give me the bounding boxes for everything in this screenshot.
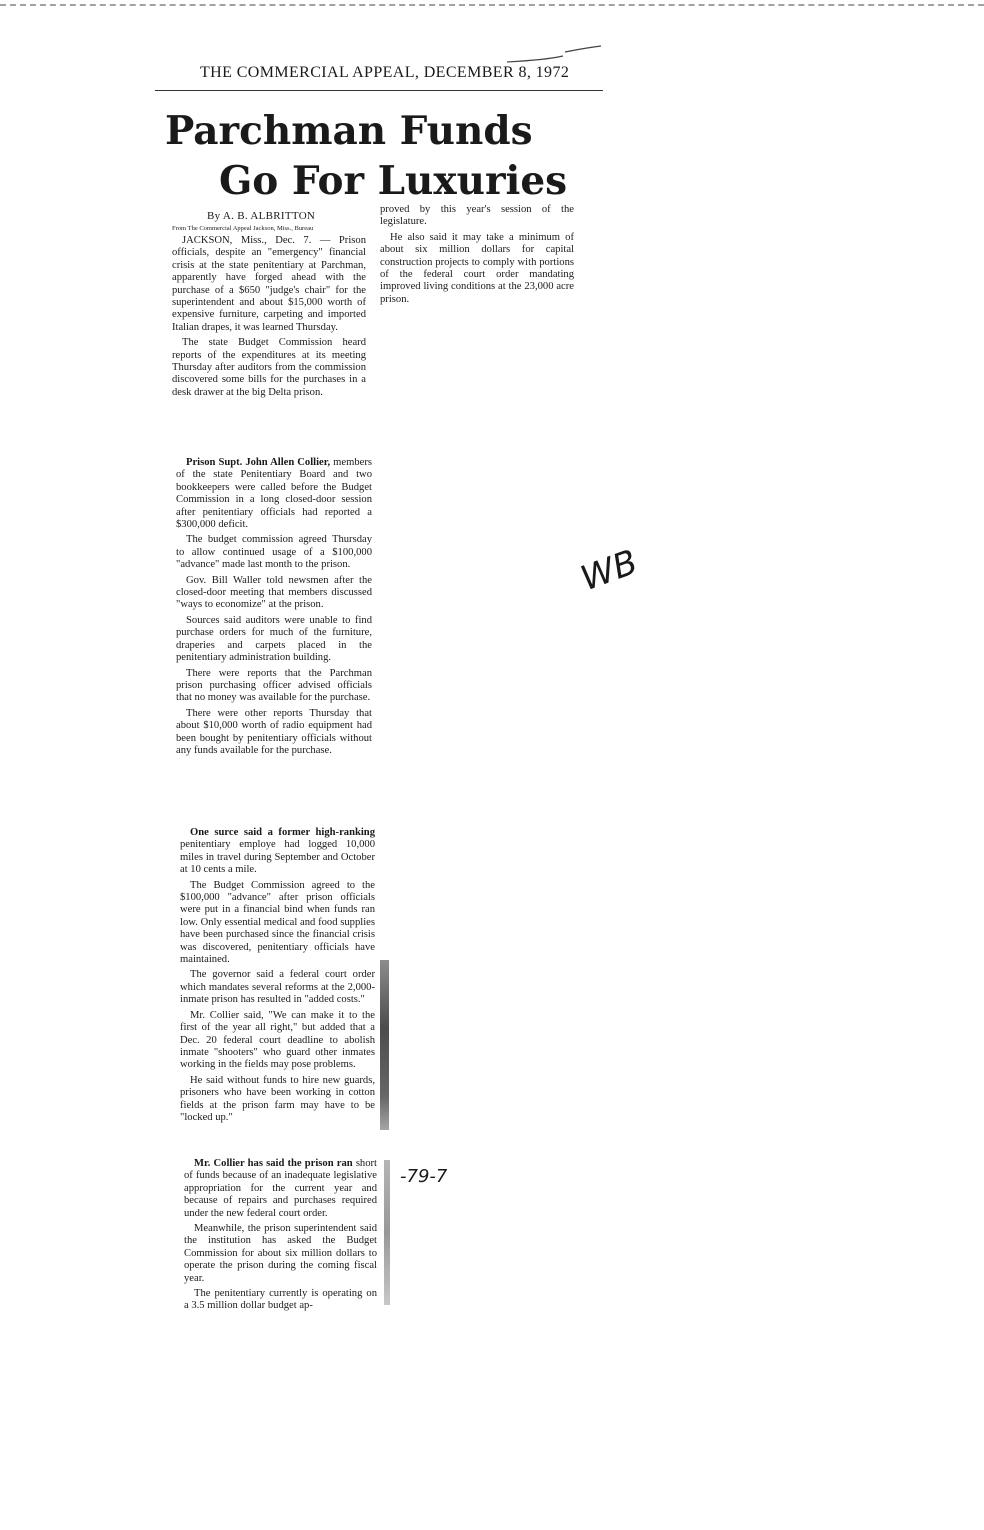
paragraph: Sources said auditors were unable to find purchase orders for much of the furniture, draperies and carpets placed in the penitentiary administration building. — [176, 614, 372, 664]
lead-in-bold: One surce said a former high-ranking — [190, 827, 375, 838]
article-column-1 — [172, 235, 366, 402]
paragraph-text: short of funds because of an inadequate legislative appropriation for the current year and because of repairs and purchases required under the new federal court order. — [184, 1158, 377, 1219]
article-column-4 — [180, 827, 375, 1127]
handwritten-initials: WB — [575, 542, 643, 600]
paragraph: JACKSON, Miss., Dec. 7. — Prison officials, despite an "emergency" financial crisis at the state penitentiary at Parchman, apparently have forged ahead with the purchase of a $650 "judge's chair" for the superintendent and about $15,000 worth of expensive furniture, carpeting and imported Italian drapes, it was learned Thursday. — [172, 235, 366, 333]
paragraph: The Budget Commission agreed to the $100,000 "advance" after prison officials were put in a financial bind when funds ran low. Only essential medical and food supplies have been purchased since the financial crisis was discovered, penitentiary officials have maintained. — [180, 879, 375, 966]
paragraph: The state Budget Commission heard reports of the expenditures at its meeting Thursday after auditors from the commission discovered some bills for the purchases in a desk drawer at the big Delta prison. — [172, 337, 366, 398]
masthead-rule — [155, 90, 603, 91]
paragraph: Mr. Collier said, "We can make it to the first of the year all right," but added that a Dec. 20 federal court deadline to abolish inmate "shooters" who guard other inmates working in the fields may pose problems. — [180, 1009, 375, 1071]
masthead: THE COMMERCIAL APPEAL, DECEMBER 8, 1972 — [200, 64, 570, 81]
headline-line-2: Go For Luxuries — [219, 158, 568, 204]
headline-line-1: Parchman Funds — [165, 108, 533, 154]
paragraph: There were other reports Thursday that about $10,000 worth of radio equipment had been bought by penitentiary officials without any funds available for the purchase. — [176, 707, 372, 756]
scan-top-edge — [0, 4, 984, 6]
paragraph-text: penitentiary employe had logged 10,000 miles in travel during September and October at 10 cents a mile. — [180, 839, 375, 876]
article-column-3 — [176, 457, 372, 760]
paragraph — [184, 1158, 377, 1220]
paragraph: The penitentiary currently is operating on a 3.5 million dollar budget ap- — [184, 1288, 377, 1312]
paragraph: There were reports that the Parchman prison purchasing officer advised officials that no money was available for the purchase. — [176, 667, 372, 704]
lead-in-bold: Mr. Collier has said the prison ran — [194, 1158, 353, 1169]
article-column-2 — [380, 204, 574, 309]
scan-shadow-edge — [384, 1160, 390, 1305]
paragraph: The budget commission agreed Thursday to allow continued usage of a $100,000 "advance" made last month to the prison. — [176, 534, 372, 571]
paragraph — [176, 457, 372, 531]
handwritten-file-number: -79-7 — [400, 1166, 448, 1187]
bureau-credit: From The Commercial Appeal Jackson, Miss., Bureau — [172, 225, 314, 232]
headline — [165, 106, 605, 206]
paragraph: proved by this year's session of the legislature. — [380, 204, 574, 228]
paragraph: He also said it may take a minimum of about six million dollars for capital construction projects to comply with portions of the federal court order mandating improved living conditions at the 23,000 acre prison. — [380, 231, 574, 305]
lead-in-bold: Prison Supt. John Allen Collier, — [186, 457, 331, 468]
paragraph: Meanwhile, the prison superintendent said the institution has asked the Budget Commission for about six million dollars to operate the prison during the coming fiscal year. — [184, 1223, 377, 1284]
byline: By A. B. ALBRITTON — [207, 210, 316, 222]
paragraph — [180, 827, 375, 877]
paragraph-text: members of the state Penitentiary Board and two bookkeepers were called before the Budget Commission in a long closed-door session after penitentiary officials had reported a $300,000 deficit. — [176, 457, 373, 531]
paragraph: The governor said a federal court order which mandates several reforms at the 2,000-inmate prison has resulted in "added costs." — [180, 969, 375, 1006]
scan-shadow-edge — [380, 960, 389, 1130]
paragraph: Gov. Bill Waller told newsmen after the closed-door meeting that members discussed "ways to economize" at the prison. — [176, 574, 372, 611]
paragraph: He said without funds to hire new guards, prisoners who have been working in cotton fields at the prison farm may have to be "locked up." — [180, 1074, 375, 1123]
article-column-5 — [184, 1158, 377, 1316]
